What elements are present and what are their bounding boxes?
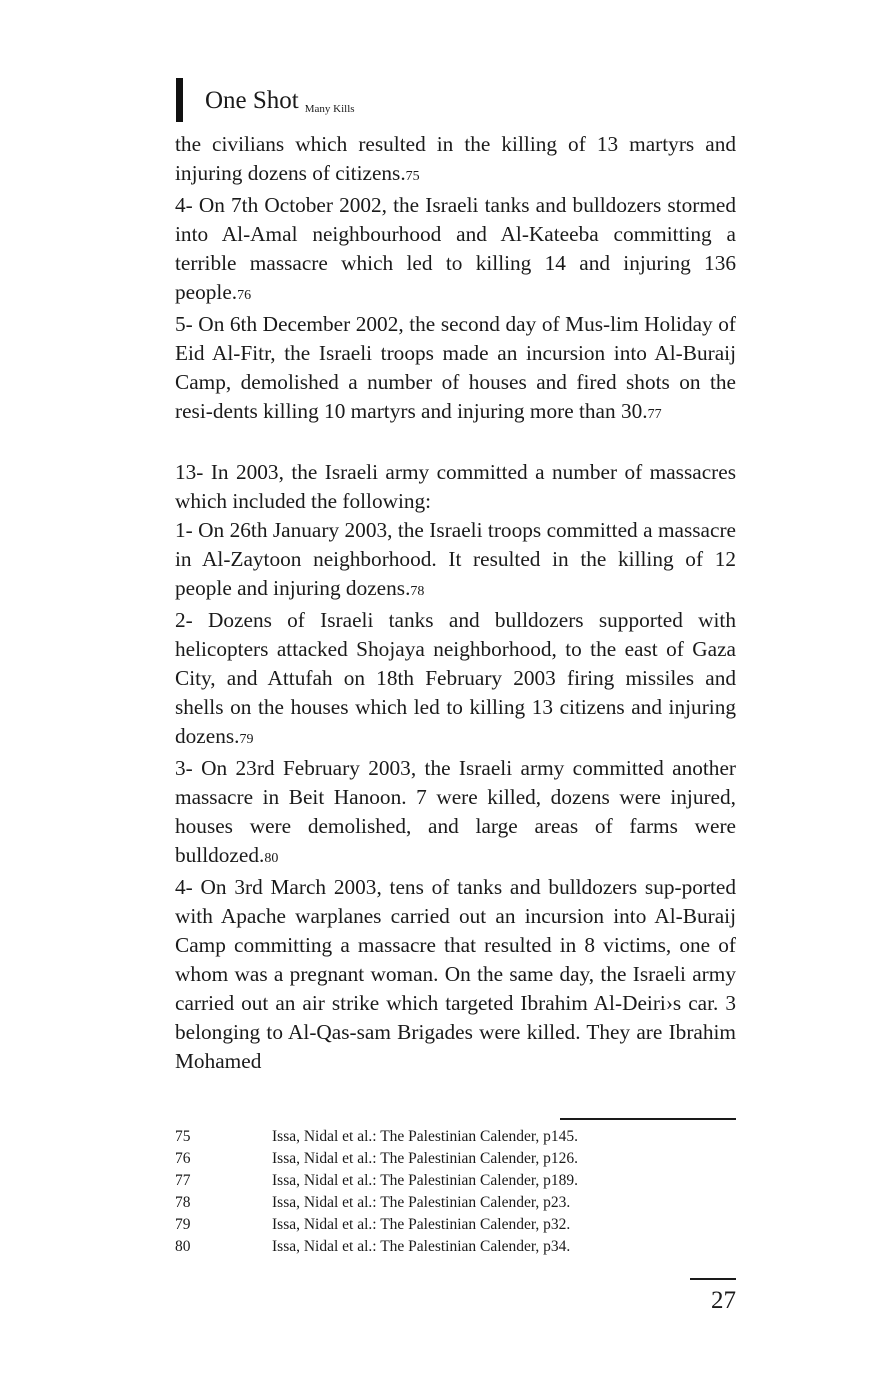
paragraph-text: 1- On 26th January 2003, the Israeli troops committed a massacre in Al-Zaytoon neighborhood. It resulted in the killing of 12 people and injuring dozens. (175, 518, 736, 600)
footnote-number: 78 (175, 1194, 191, 1211)
footnote-reference: 77 (647, 407, 662, 422)
footnote-number: 76 (175, 1150, 191, 1167)
footnote-reference: 76 (237, 288, 252, 303)
footnote-text: Issa, Nidal et al.: The Palestinian Calender, p145. (272, 1128, 579, 1145)
running-header (176, 76, 355, 122)
paragraph (175, 873, 736, 1076)
paragraph-text: 3- On 23rd February 2003, the Israeli army committed another massacre in Beit Hanoon. 7 were killed, dozens were injured, houses were demolished, and large areas of farms were bulldozed. (175, 756, 736, 867)
header-title: One Shot (205, 87, 299, 114)
header-subtitle: Many Kills (304, 103, 355, 115)
footnote-row (175, 1214, 736, 1236)
page-number-rule (690, 1278, 736, 1280)
paragraph-text: 4- On 7th October 2002, the Israeli tanks and bulldozers stormed into Al-Amal neighbourhood and Al-Kateeba committing a terrible massacre which led to killing 14 and injuring 136 people. (175, 193, 736, 304)
page-number: 27 (711, 1287, 736, 1314)
paragraph-text: 5- On 6th December 2002, the second day of Mus-lim Holiday of Eid Al-Fitr, the Israeli troops made an incursion into Al-Buraij Camp, demolished a number of houses and fired shots on the resi-dents killing 10 martyrs and injuring more than 30. (175, 312, 736, 423)
paragraph (175, 310, 736, 429)
paragraph-text: 13- In 2003, the Israeli army committed a number of massacres which included the following: (175, 460, 736, 513)
footnote-number: 77 (175, 1172, 191, 1189)
paragraph (175, 754, 736, 873)
footnote-row (175, 1170, 736, 1192)
footnote-number: 75 (175, 1128, 191, 1145)
header-bar-decoration (176, 78, 183, 122)
paragraph-text: 2- Dozens of Israeli tanks and bulldozers supported with helicopters attacked Shojaya neighborhood, to the east of Gaza City, and Attufah on 18th February 2003 firing missiles and shells on the houses which led to killing 13 citizens and injuring dozens. (175, 608, 736, 748)
footnote-reference: 79 (239, 732, 254, 747)
footnote-row (175, 1148, 736, 1170)
footnote-reference: 75 (405, 169, 420, 184)
footnote-row (175, 1192, 736, 1214)
footnote-text: Issa, Nidal et al.: The Palestinian Calender, p34. (272, 1238, 571, 1255)
paragraph (175, 191, 736, 310)
footnote-text: Issa, Nidal et al.: The Palestinian Calender, p23. (272, 1194, 571, 1211)
footnote-number: 79 (175, 1216, 191, 1233)
paragraph-text: 4- On 3rd March 2003, tens of tanks and bulldozers sup-ported with Apache warplanes carried out an incursion into Al-Buraij Camp committing a massacre that resulted in 8 victims, one of whom was a pregnant woman. On the same day, the Israeli army carried out an air strike which targeted Ibrahim Al-Deiri›s car. 3 belonging to Al-Qas-sam Brigades were killed. They are Ibrahim Mohamed (175, 875, 736, 1073)
paragraph (175, 606, 736, 754)
paragraph-text: the civilians which resulted in the killing of 13 martyrs and injuring dozens of citizens. (175, 132, 736, 185)
paragraph (175, 516, 736, 606)
footnote-row (175, 1126, 736, 1148)
footnote-reference: 78 (410, 584, 425, 599)
footnote-separator (560, 1118, 736, 1120)
footnote-text: Issa, Nidal et al.: The Palestinian Calender, p32. (272, 1216, 571, 1233)
paragraph (175, 130, 736, 191)
footnote-text: Issa, Nidal et al.: The Palestinian Calender, p126. (272, 1150, 579, 1167)
paragraph (175, 458, 736, 516)
footnotes (175, 1126, 736, 1258)
footnote-reference: 80 (264, 851, 279, 866)
footnote-number: 80 (175, 1238, 191, 1255)
body-text (175, 130, 736, 1076)
footnote-text: Issa, Nidal et al.: The Palestinian Calender, p189. (272, 1172, 579, 1189)
footnote-row (175, 1236, 736, 1258)
